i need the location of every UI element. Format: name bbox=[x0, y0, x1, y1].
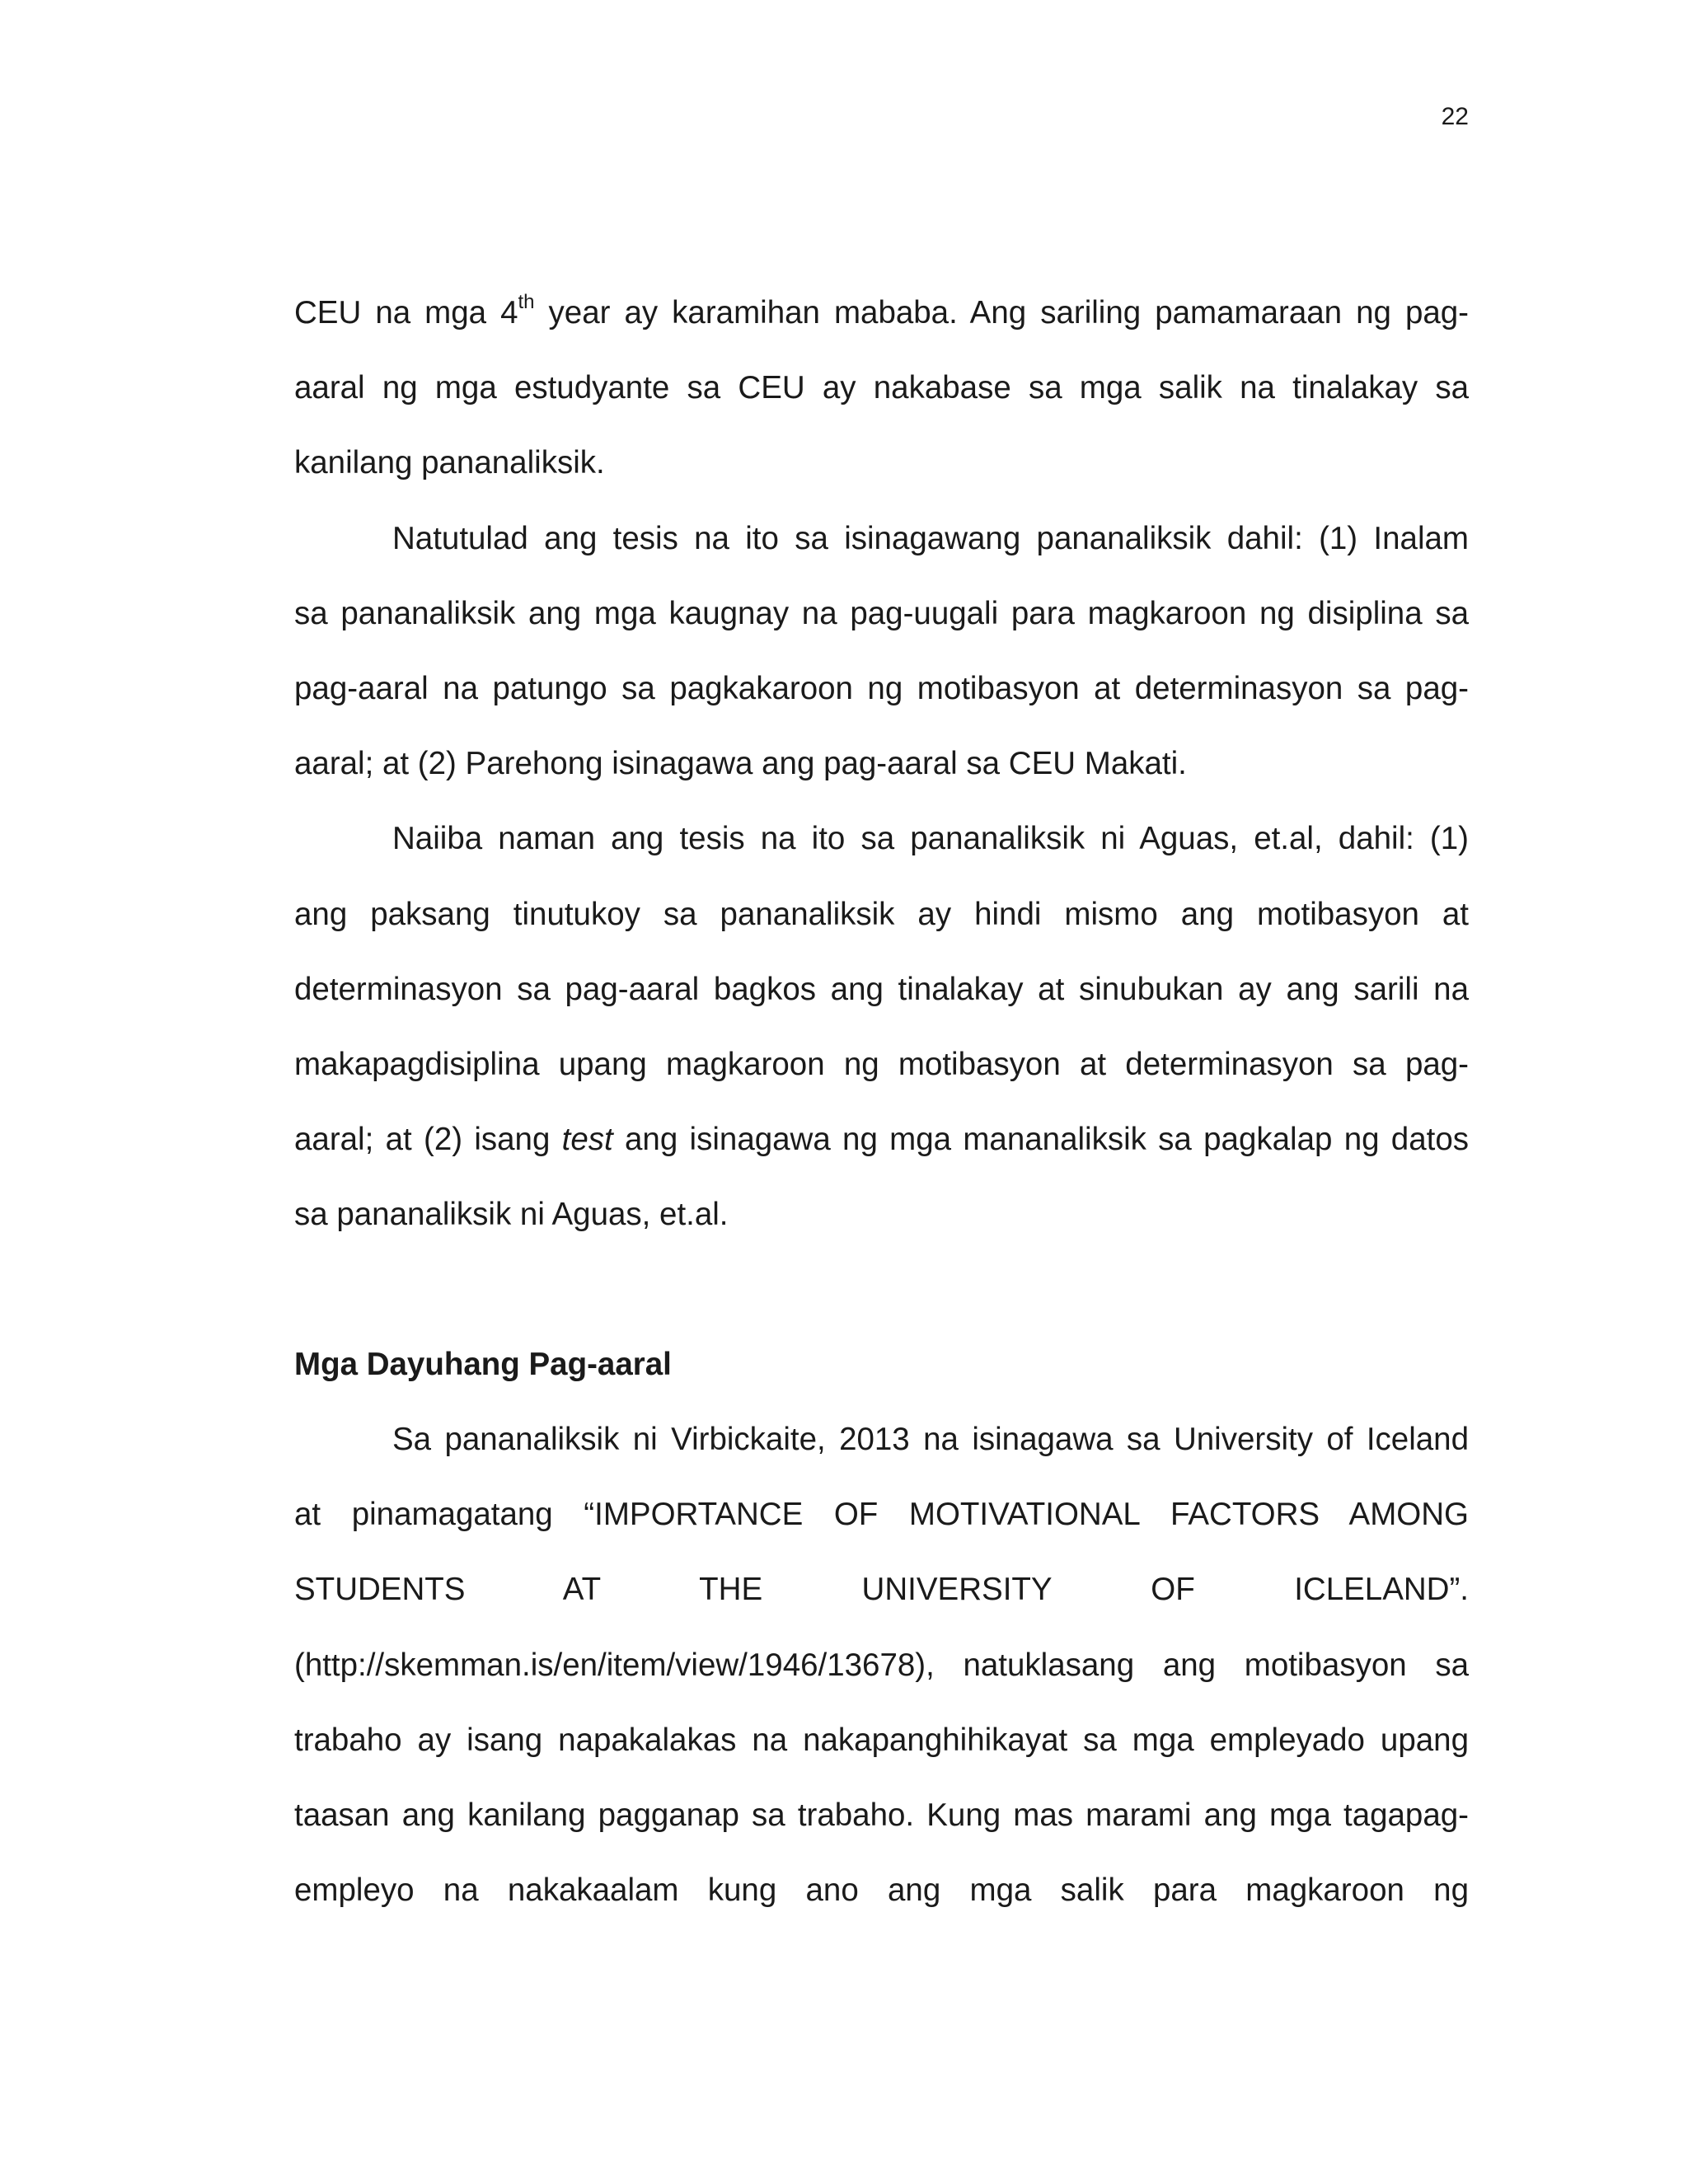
text-line: pag-aaral na patungo sa pagkakaroon ng motibasyon at determinasyon sa pag- bbox=[294, 670, 1469, 706]
text-line: taasan ang kanilang pagganap sa trabaho. Kung mas marami ang mga tagapag- bbox=[294, 1797, 1469, 1833]
text-line: Sa pananaliksik ni Virbickaite, 2013 na isinagawa sa University of Iceland bbox=[392, 1422, 1469, 1457]
body-text-section bbox=[294, 1402, 1469, 1928]
text-segment: year ay karamihan mababa. Ang sariling pamamaraan ng pag- bbox=[534, 295, 1469, 330]
text-line: empleyo na nakakaalam kung ano ang mga salik para magkaroon ng bbox=[294, 1872, 1469, 1909]
page-number: 22 bbox=[1441, 103, 1469, 130]
text-line: determinasyon sa pag-aaral bagkos ang tinalakay at sinubukan ay ang sarili na bbox=[294, 971, 1469, 1007]
text-segment: aaral; at (2) isang bbox=[294, 1122, 562, 1158]
text-line: makapagdisiplina upang magkaroon ng motibasyon at determinasyon sa pag- bbox=[294, 1046, 1469, 1082]
italic-text: test bbox=[561, 1122, 613, 1158]
section-heading: Mga Dayuhang Pag-aaral bbox=[294, 1347, 672, 1382]
text-line: aaral ng mga estudyante sa CEU ay nakabase sa mga salik na tinalakay sa bbox=[294, 370, 1469, 406]
text-line: STUDENTS AT THE UNIVERSITY OF ICLELAND”. bbox=[294, 1572, 1469, 1608]
text-line: (http://skemman.is/en/item/view/1946/13678), natuklasang ang motibasyon sa bbox=[294, 1647, 1469, 1683]
text-line: sa pananaliksik ang mga kaugnay na pag-uugali para magkaroon ng disiplina sa bbox=[294, 595, 1469, 631]
superscript: th bbox=[518, 291, 535, 313]
text-line bbox=[294, 1102, 1469, 1177]
text-line: sa pananaliksik ni Aguas, et.al. bbox=[294, 1197, 729, 1233]
text-segment: CEU na mga 4 bbox=[294, 295, 518, 330]
body-text-section bbox=[294, 275, 1469, 1252]
text-line: at pinamagatang “IMPORTANCE OF MOTIVATIONAL FACTORS AMONG bbox=[294, 1497, 1469, 1533]
text-line: kanilang pananaliksik. bbox=[294, 445, 605, 481]
text-segment: ang isinagawa ng mga mananaliksik sa pagkalap ng datos bbox=[612, 1122, 1469, 1158]
text-line: aaral; at (2) Parehong isinagawa ang pag-aaral sa CEU Makati. bbox=[294, 746, 1187, 782]
text-line: ang paksang tinutukoy sa pananaliksik ay hindi mismo ang motibasyon at bbox=[294, 896, 1469, 932]
text-line bbox=[294, 275, 1469, 350]
text-line: Natutulad ang tesis na ito sa isinagawang pananaliksik dahil: (1) Inalam bbox=[392, 520, 1469, 556]
text-line: trabaho ay isang napakalakas na nakapanghihikayat sa mga empleyado upang bbox=[294, 1722, 1469, 1758]
text-line: Naiiba naman ang tesis na ito sa pananaliksik ni Aguas, et.al, dahil: (1) bbox=[392, 821, 1469, 857]
